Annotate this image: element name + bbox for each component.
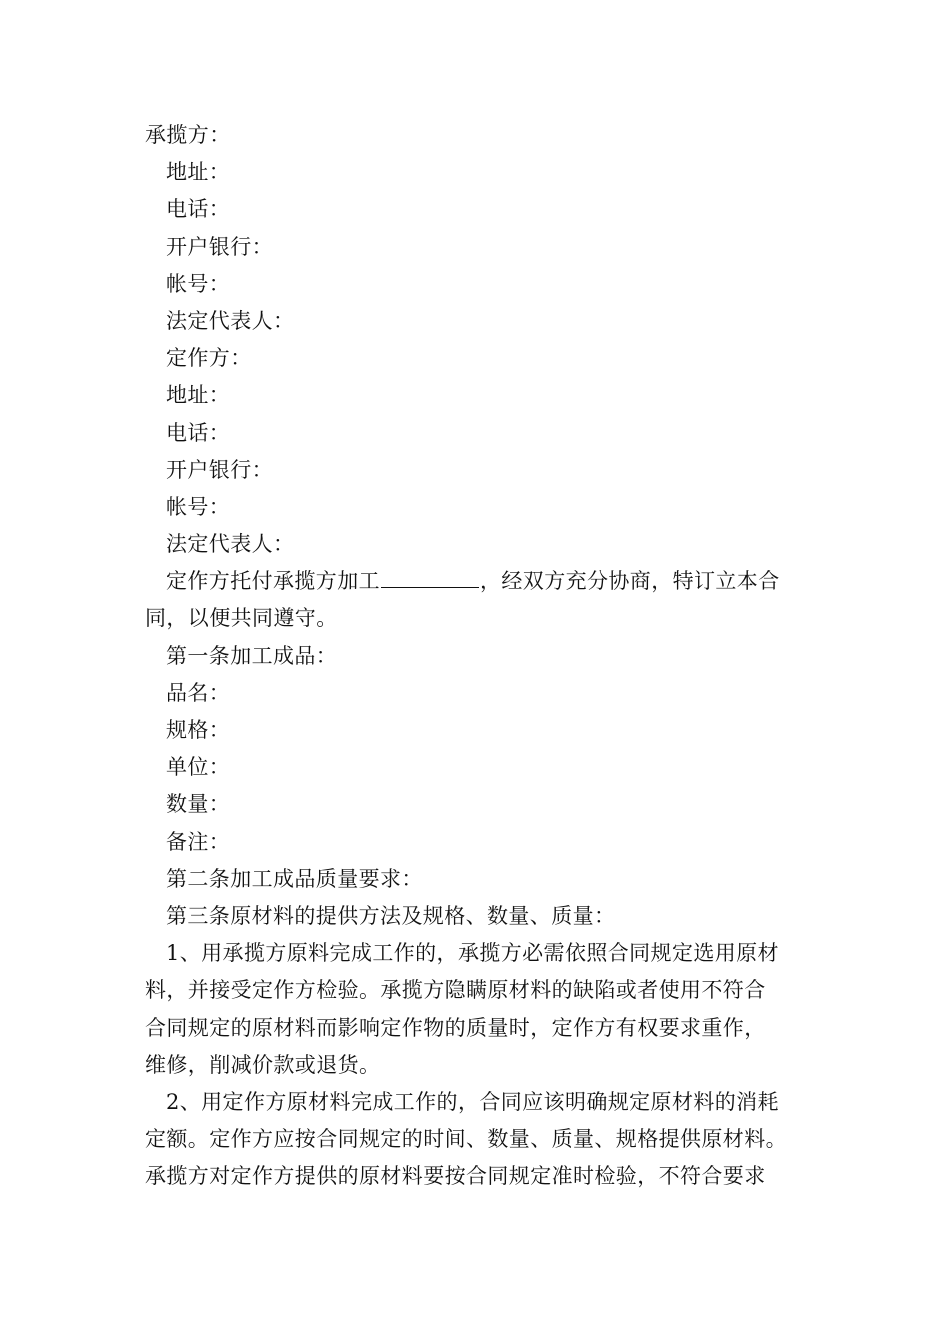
article3-item2-line1: 2、用定作方原材料完成工作的，合同应该明确规定原材料的消耗 xyxy=(166,1089,779,1114)
intro-after-blank: ，经双方充分协商，特订立本合 xyxy=(480,569,780,594)
document-body xyxy=(145,117,815,1195)
article1-spec: 规格： xyxy=(166,718,231,742)
article3-item1-line1: 1、用承揽方原料完成工作的，承揽方必需依照合同规定选用原材 xyxy=(166,941,779,966)
article3-item2-line3: 承揽方对定作方提供的原材料要按合同规定准时检验，不符合要求 xyxy=(145,1164,766,1189)
fill-in-blank xyxy=(381,567,479,588)
orderer-account: 帐号： xyxy=(166,494,231,519)
article1-unit: 单位： xyxy=(166,755,231,780)
orderer-address: 地址： xyxy=(166,383,231,408)
article1-remarks: 备注： xyxy=(166,829,231,854)
article1-heading: 第一条加工成品： xyxy=(166,643,338,668)
article3-item1-line2: 料，并接受定作方检验。承揽方隐瞒原材料的缺陷或者使用不符合 xyxy=(145,978,766,1003)
orderer-heading: 定作方： xyxy=(166,346,252,371)
article3-heading: 第三条原材料的提供方法及规格、数量、质量： xyxy=(166,903,616,928)
contractor-bank: 开户银行： xyxy=(166,234,273,259)
contractor-legal-rep: 法定代表人： xyxy=(166,308,295,333)
contractor-address: 地址： xyxy=(166,160,231,185)
orderer-bank: 开户银行： xyxy=(166,457,273,482)
article1-product-name: 品名： xyxy=(166,680,231,705)
contractor-heading: 承揽方： xyxy=(145,123,231,147)
article1-quantity: 数量： xyxy=(166,792,231,817)
intro-paragraph xyxy=(145,563,815,600)
orderer-legal-rep: 法定代表人： xyxy=(166,532,295,557)
article3-item2-line2: 定额。定作方应按合同规定的时间、数量、质量、规格提供原材料。 xyxy=(145,1127,787,1152)
contractor-account: 帐号： xyxy=(166,271,231,296)
article2-heading: 第二条加工成品质量要求： xyxy=(166,866,423,891)
article3-item1-line4: 维修，削减价款或退货。 xyxy=(145,1052,381,1077)
contractor-phone: 电话： xyxy=(166,197,231,222)
orderer-phone: 电话： xyxy=(166,420,231,445)
intro-before-blank: 定作方托付承揽方加工 xyxy=(166,569,380,594)
intro-continuation: 同，以便共同遵守。 xyxy=(145,606,338,631)
article3-item1-line3: 合同规定的原材料而影响定作物的质量时，定作方有权要求重作， xyxy=(145,1015,766,1040)
